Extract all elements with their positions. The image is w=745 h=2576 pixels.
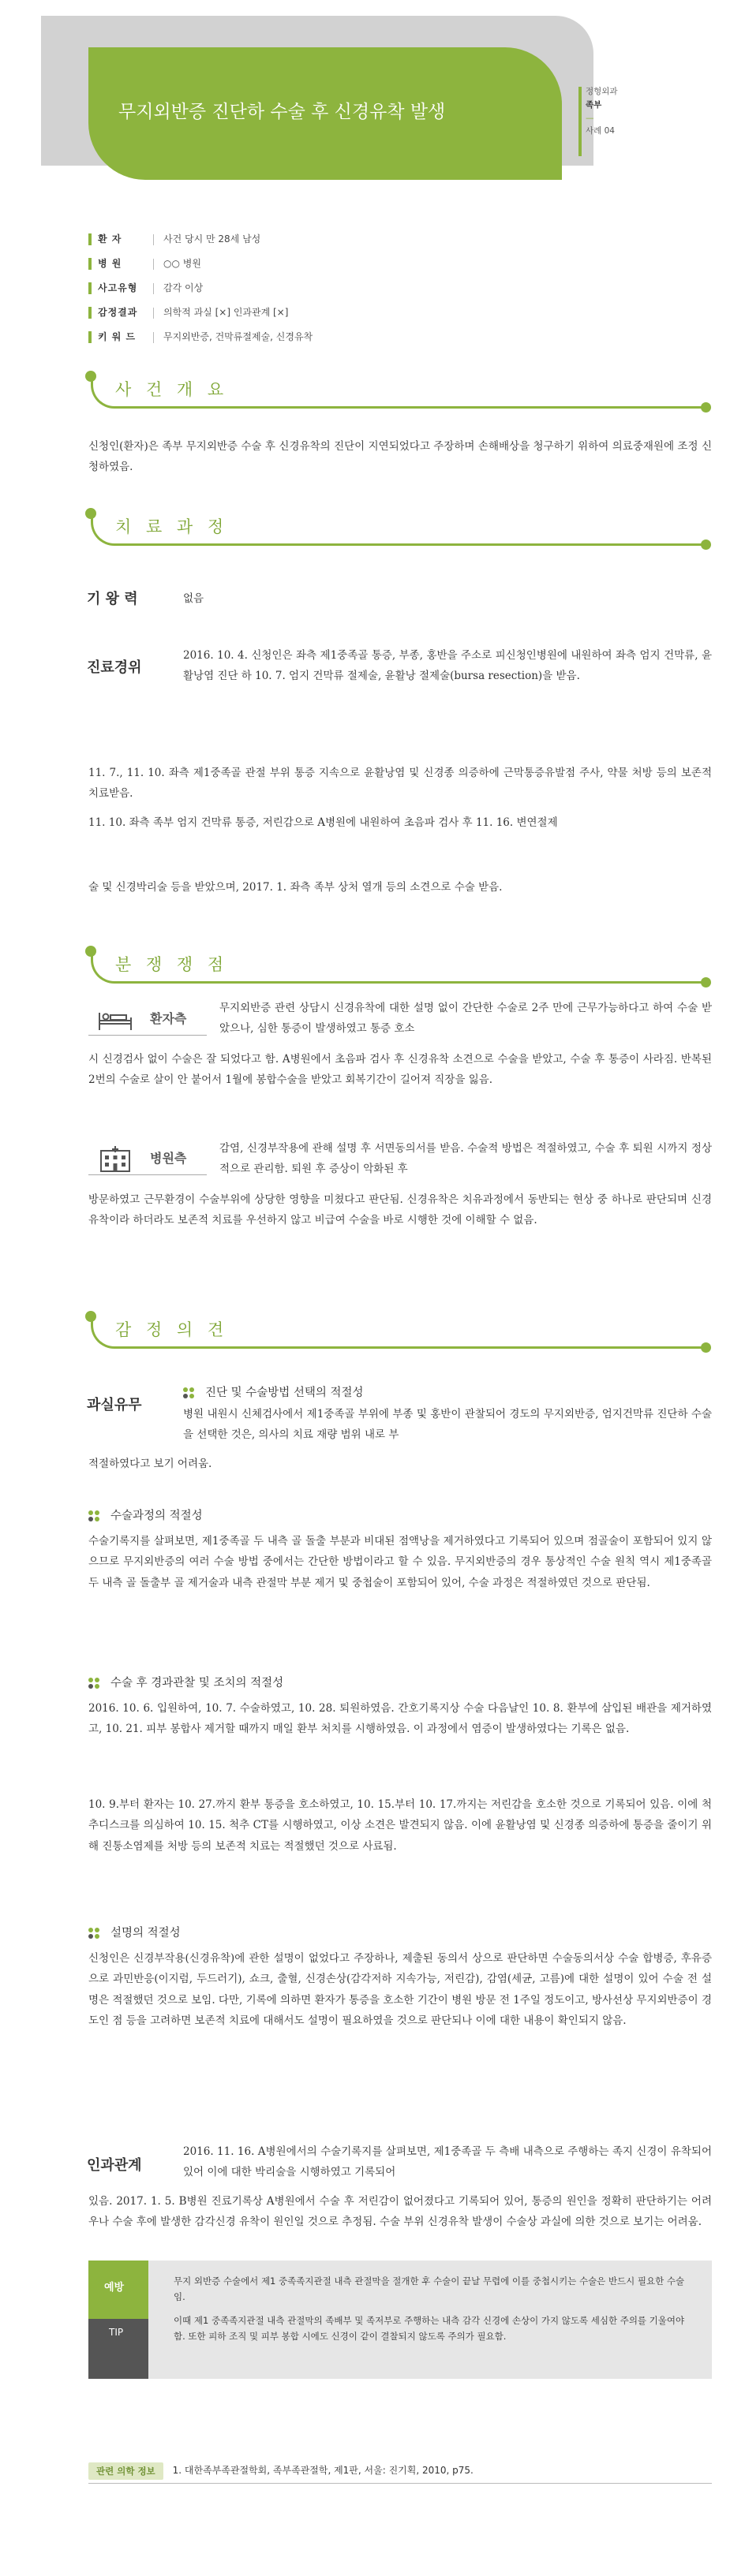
subheading-3 [88, 1672, 283, 1694]
info-row [88, 227, 562, 252]
section-overview [85, 369, 717, 416]
section-rule-end [701, 977, 711, 987]
info-value: 감각 이상 [163, 282, 204, 293]
category-area: 족부 [586, 99, 602, 110]
opinion-text-2: 수술기록지를 살펴보면, 제1중족골 두 내측 골 돌출 부분과 비대된 점액낭을 제거하였다고 기록되어 있으며 점골술이 포함되어 있지 않으므로 무지외반증의 여러 수술 방법 중에서는 간단한 방법이라고 할 수 있음. 무지외반증의 경우 통상적인 수술 원칙 역시 제1중족골 두 내측 골 돌출부 골 제거술과 내측 관절막 부분 제거 및 중첩술이 포함되어 있어, 수술 과정은 적절하였던 것으로 판단됨. [88, 1535, 712, 1589]
overview-text: 신청인(환자)은 족부 무지외반증 수술 후 신경유착의 진단이 지연되었다고 주장하며 손해배상을 청구하기 위하여 의료중재원에 조정 신청하였음. [88, 440, 712, 474]
tip-text [174, 2273, 694, 2353]
party-underline [88, 1035, 207, 1036]
hospital-text-a: 감염, 신경부작용에 관해 설명 후 서면동의서를 받음. 수술적 방법은 적절하였고, 수술 후 퇴원 시까지 정상적으로 관리함. 퇴원 후 증상이 악화된 후 [219, 1142, 712, 1176]
bullet-dots-icon [88, 1678, 103, 1689]
opinion-text-5b: 있음. 2017. 1. 5. B병원 진료기록상 A병원에서 수술 후 저린감이 없어졌다고 기록되어 있어, 통증의 원인을 정확히 판단하기는 어려우나 수술 후에 발생한 감각신경 유착이 원인일 것으로 추정됨. 수술 부위 신경유착 발생이 수술상 과실에 의한 것으로 보기는 어려움. [88, 2195, 712, 2229]
bullet-dots-icon [183, 1387, 197, 1398]
info-key: 환 자 [88, 227, 145, 252]
hospital-text-b: 방문하였고 근무환경이 수술부위에 상당한 영향을 미쳤다고 판단됨. 신경유착은 치유과정에서 동반되는 현상 중 하나로 판단되며 신경유착이라 하더라도 보존적 치료를 우선하지 않고 비급여 수술을 바로 시행한 것에 이해할 수 없음. [88, 1193, 712, 1227]
info-separator [153, 308, 154, 319]
bullet-dots-icon [88, 1928, 103, 1939]
info-separator [153, 259, 154, 270]
subheading-4 [88, 1922, 181, 1944]
info-row [88, 301, 562, 325]
course-text-4: 술 및 신경박리술 등을 받았으며, 2017. 1. 좌측 족부 상처 열개 등의 소견으로 수술 받음. [88, 881, 503, 894]
info-key: 사고유형 [88, 276, 145, 301]
page-title: 무지외반증 진단하 수술 후 신경유착 발생 [118, 102, 446, 122]
subheading-4-text: 설명의 적절성 [110, 1927, 181, 1939]
tip-line-1: 무지 외반증 수술에서 제1 중족족지관절 내측 관절막을 절개한 후 수술이 끝날 무렵에 이를 중첩시키는 수술은 반드시 필요한 수술임. [174, 2275, 685, 2303]
section-rule [114, 981, 706, 984]
info-key: 감정결과 [88, 301, 145, 325]
patient-label: 환자측 [150, 1011, 187, 1026]
section-arc [91, 375, 114, 409]
subheading-2 [88, 1505, 203, 1527]
info-row [88, 252, 562, 276]
section-opinion [85, 1309, 717, 1357]
tip-tab-sublabel: TIP [109, 2327, 124, 2338]
fault-label: 과실유무 [87, 1397, 142, 1413]
hospital-bed-icon [96, 1005, 134, 1033]
subheading-1 [183, 1382, 364, 1404]
info-separator [153, 332, 154, 343]
prevention-tip-box [88, 2261, 712, 2379]
section-rule-end [701, 1342, 711, 1353]
category-case: 사례 04 [586, 126, 615, 136]
course-text-1: 2016. 10. 4. 신청인은 좌측 제1중족골 통증, 부종, 홍반을 주소로 피신청인병원에 내원하여 좌측 엄지 건막류, 윤활낭염 진단 하 10. 7. 엄지 건막류 절제술, 윤활낭 절제술(bursa resection)을 받음. [183, 649, 712, 683]
course-text-2: 11. 7., 11. 10. 좌측 제1중족골 관절 부위 통증 지속으로 윤활낭염 및 신경종 의증하에 근막통증유발점 주사, 약물 처방 등의 보존적 치료받음. [88, 767, 712, 801]
section-rule-end [701, 402, 711, 413]
opinion-text-3a: 2016. 10. 6. 입원하여, 10. 7. 수술하였고, 10. 28. 퇴원하였음. 간호기록지상 수술 다음날인 10. 8. 환부에 삼입된 배관을 제거하였고, 10. 21. 피부 봉합사 제거할 때까지 매일 환부 처치를 시행하였음. 이 과정에서 염증이 발생하였다는 기록은 없음. [88, 1702, 712, 1736]
info-row [88, 276, 562, 301]
info-key: 병 원 [88, 252, 145, 276]
opinion-text-3b: 10. 9.부터 환자는 10. 27.까지 환부 통증을 호소하였고, 10. 15.부터 10. 17.까지는 저린감을 호소한 것으로 기록되어 있음. 이에 척추디스크를 의심하여 10. 15. 척추 CT를 시행하였고, 이상 소견은 발견되지 않음. 이에 윤활낭염 및 신경종 의증하에 통증을 줄이기 위해 진통소염제를 처방 등의 보존적 치료는 적절했던 것으로 사료됨. [88, 1798, 712, 1853]
section-rule [114, 543, 706, 546]
info-value: 무지외반증, 건막류절제술, 신경유착 [163, 331, 313, 342]
section-heading: 분 쟁 쟁 점 [115, 955, 229, 974]
section-arc [91, 513, 114, 546]
opinion-text-5a: 2016. 11. 16. A병원에서의 수술기록지를 살펴보면, 제1중족골 두 측배 내측으로 주행하는 족지 신경이 유착되어 있어 이에 대한 박리술을 시행하였고 기록되어 [183, 2145, 712, 2179]
course-text-3: 11. 10. 좌측 족부 엄지 건막류 통증, 저린감으로 A병원에 내원하여 초음파 검사 후 11. 16. 변연절제 [88, 816, 558, 829]
reference-text: 1. 대한족부족관절학회, 족부족관절학, 제1판, 서울: 진기획, 2010, p75. [172, 2465, 474, 2477]
patient-text-a: 무지외반증 관련 상담시 신경유착에 대한 설명 없이 간단한 수술로 2주 만에 근무가능하다고 하여 수술 받았으나, 심한 통증이 발생하였고 통증 호소 [219, 1002, 712, 1036]
info-row [88, 325, 562, 349]
hospital-side [88, 1141, 215, 1176]
info-separator [153, 283, 154, 294]
patient-text-b: 시 신경검사 없이 수술은 잘 되었다고 함. A병원에서 초음파 검사 후 신경유착 소견으로 수술을 받았고, 수술 후 통증이 사라짐. 반복된 2번의 수술로 살이 안 붙어서 1월에 봉합수술을 받았고 회복기간이 길어져 직장을 잃음. [88, 1053, 712, 1087]
section-heading: 치 료 과 정 [115, 517, 229, 536]
section-dispute [85, 944, 717, 991]
section-arc [91, 950, 114, 984]
opinion-text-4: 신청인은 신경부작용(신경유착)에 관한 설명이 없었다고 주장하나, 제출된 동의서 상으로 판단하면 수술동의서상 수술 합병증, 후유증으로 과민반응(이지럼, 두드러기), 쇼크, 출혈, 신경손상(감각저하 지속가능, 저린감), 감염(세균, 고름)에 대한 설명이 있어 수술 전 설명은 적절했던 것으로 보임. 다만, 기록에 의하면 환자가 통증을 호소한 기간이 병원 방문 전 1주일 정도이고, 방사선상 무지외반증이 경도인 점 등을 고려하면 보존적 치료에 대해서도 설명이 필요하였을 것으로 판단되나 이에 대한 내용이 확인되지 않음. [88, 1952, 712, 2027]
info-key: 키 워 드 [88, 325, 145, 349]
opinion-text-1a: 병원 내원시 신체검사에서 제1중족골 부위에 부종 및 홍반이 관찰되어 경도의 무지외반증, 엄지건막류 진단하 수술을 선택한 것은, 의사의 치료 재량 범위 내로 부 [183, 1408, 712, 1442]
subheading-1-text: 진단 및 수술방법 선택의 적절성 [205, 1387, 364, 1399]
info-value: 의학적 과실 [×] 인과관계 [×] [163, 307, 289, 318]
section-treatment [85, 506, 717, 554]
patient-side [88, 1002, 215, 1036]
reference-divider [88, 2483, 712, 2484]
section-arc [91, 1316, 114, 1349]
section-heading: 사 건 개 요 [115, 380, 229, 399]
category-dash: — [586, 113, 594, 123]
section-rule [114, 406, 706, 409]
course-label: 진료경위 [87, 659, 142, 676]
tip-tab-label: 예방 [104, 2282, 125, 2294]
cause-label: 인과관계 [87, 2157, 142, 2174]
info-value: 사건 당시 만 28세 남성 [163, 233, 261, 245]
info-separator [153, 234, 154, 245]
history-label: 기 왕 력 [87, 591, 138, 607]
reference-tag: 관련 의학 정보 [88, 2462, 163, 2480]
history-value: 없음 [183, 592, 204, 605]
category-label [586, 85, 696, 138]
subheading-3-text: 수술 후 경과관찰 및 조치의 적절성 [110, 1677, 284, 1689]
tip-line-2: 이때 제1 중족족지관절 내측 관절막의 족배부 및 족저부로 주행하는 내측 감각 신경에 손상이 가지 않도록 세심한 주의를 기울여야 함. 또한 피하 조직 및 피부 봉합 시에도 신경이 같이 결찰되지 않도록 주의가 필요함. [174, 2315, 685, 2343]
opinion-text-1b: 적절하였다고 보기 어려움. [88, 1458, 212, 1470]
section-rule [114, 1346, 706, 1349]
case-info-table [88, 227, 562, 349]
section-heading: 감 정 의 견 [115, 1320, 229, 1339]
info-value: ○○ 병원 [163, 258, 201, 269]
hospital-building-icon [96, 1144, 134, 1173]
section-rule-end [701, 539, 711, 550]
bullet-dots-icon [88, 1510, 103, 1521]
reference [88, 2458, 474, 2484]
party-underline [88, 1174, 207, 1175]
category-dept: 정형외과 [586, 87, 618, 96]
subheading-2-text: 수술과정의 적절성 [110, 1510, 203, 1522]
hospital-label: 병원측 [150, 1151, 187, 1166]
category-bar [578, 87, 582, 156]
tip-tab [88, 2261, 167, 2379]
